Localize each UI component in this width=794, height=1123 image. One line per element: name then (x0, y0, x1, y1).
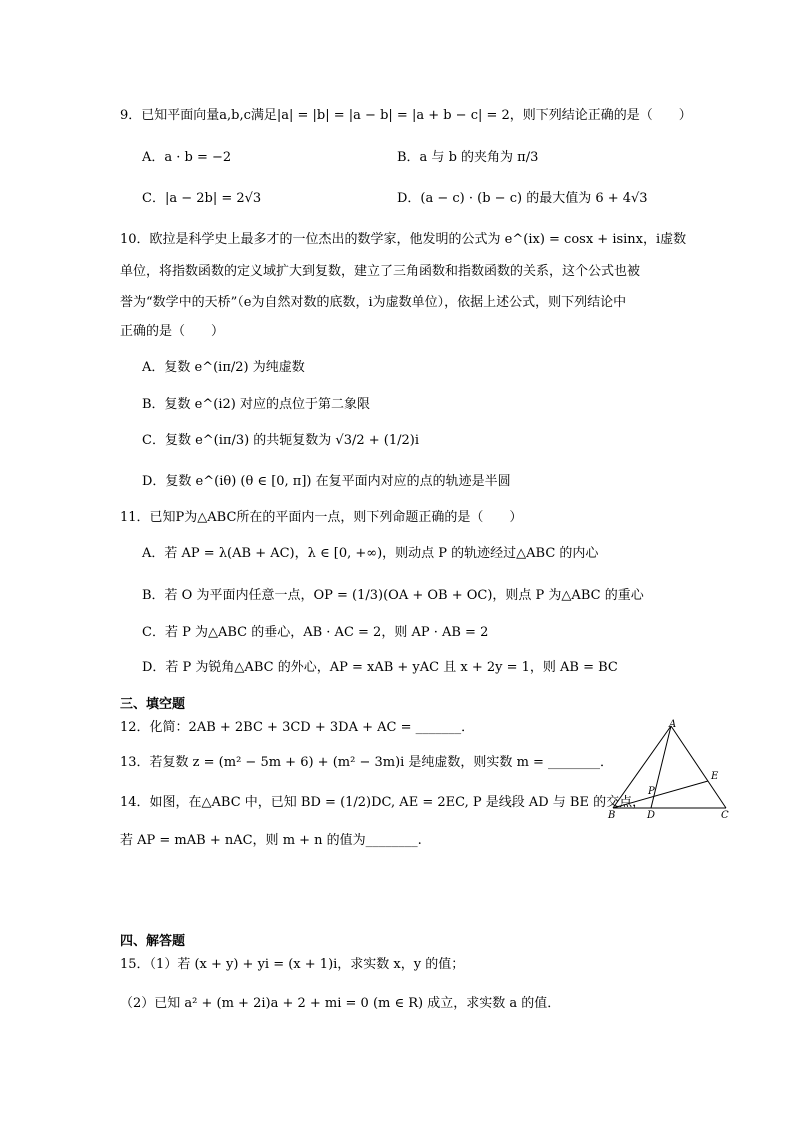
q12: 12．化简：2AB + 2BC + 3CD + 3DA + AC = _______． (120, 720, 475, 735)
q10-line-4: 正确的是（ ） (120, 324, 225, 339)
q10-option-d: D．复数 e^(iθ) (θ ∈ [0, π]) 在复平面内对应的点的轨迹是半圆 (142, 474, 511, 489)
label-a: A (669, 719, 677, 730)
q10-option-a: A．复数 e^(iπ/2) 为纯虚数 (142, 360, 305, 375)
q13: 13．若复数 z = (m² − 5m + 6) + (m² − 3m)i 是纯虚数，则实数 m = ________． (120, 755, 614, 770)
edge-ab (613, 726, 671, 808)
triangle-figure (607, 718, 737, 822)
label-e: E (711, 771, 719, 782)
label-d: D (647, 810, 656, 821)
q9-option-c: C．|a − 2b| = 2√3 (142, 191, 262, 206)
q14-line-2: 若 AP = mAB + nAC，则 m + n 的值为________. (120, 833, 422, 848)
q14-line-1: 14．如图，在△ABC 中，已知 BD = (1/2)DC, AE = 2EC, P 是线段 AD 与 BE 的交点， (120, 795, 646, 810)
q15-part-1: 15．（1）若 (x + y) + yi = (x + 1)i，求实数 x，y 的值； (120, 957, 465, 972)
q11-option-b: B．若 O 为平面内任意一点，OP = (1/3)(OA + OB + OC)，则点 P 为△ABC 的重心 (142, 588, 644, 603)
q10-line-1: 10．欧拉是科学史上最多才的一位杰出的数学家，他发明的公式为 e^(ix) = cosx + isinx，i虚数 (120, 232, 687, 247)
q9-option-a: A．a · b = −2 (142, 150, 232, 165)
q11-stem: 11．已知P为△ABC所在的平面内一点，则下列命题正确的是（ ） (120, 510, 523, 525)
label-c: C (721, 810, 729, 821)
q9-option-b: B．a 与 b 的夹角为 π/3 (397, 150, 539, 165)
q9-stem: 9．已知平面向量a,b,c满足|a| = |b| = |a − b| = |a + b − c| = 2，则下列结论正确的是（ ） (120, 108, 692, 123)
q11-option-a: A．若 AP = λ(AB + AC)，λ ∈ [0, +∞)，则动点 P 的轨迹经过△ABC 的内心 (142, 546, 599, 561)
q11-option-c: C．若 P 为△ABC 的垂心，AB · AC = 2，则 AP · AB = 2 (142, 625, 489, 640)
q10-line-2: 单位，将指数函数的定义域扩大到复数，建立了三角函数和指数函数的关系，这个公式也被 (120, 264, 641, 279)
q15-part-2: （2）已知 a² + (m + 2i)a + 2 + mi = 0 (m ∈ R) 成立，求实数 a 的值． (120, 996, 561, 1011)
q10-option-b: B．复数 e^(i2) 对应的点位于第二象限 (142, 397, 370, 412)
section-heading-solutions: 四、解答题 (120, 934, 186, 949)
edge-ac (671, 726, 726, 808)
q11-option-d: D．若 P 为锐角△ABC 的外心，AP = xAB + yAC 且 x + 2y = 1，则 AB = BC (142, 660, 618, 675)
label-b: B (608, 810, 616, 821)
q10-line-3: 誉为“数学中的天桥”（e为自然对数的底数，i为虚数单位），依据上述公式，则下列结论中 (120, 295, 627, 310)
section-heading-fill-in: 三、填空题 (120, 697, 186, 712)
q9-option-d: D．(a − c) · (b − c) 的最大值为 6 + 4√3 (397, 191, 648, 206)
segment-be (613, 781, 708, 808)
label-p: P (648, 786, 655, 797)
q10-option-c: C．复数 e^(iπ/3) 的共轭复数为 √3/2 + (1/2)i (142, 433, 420, 448)
